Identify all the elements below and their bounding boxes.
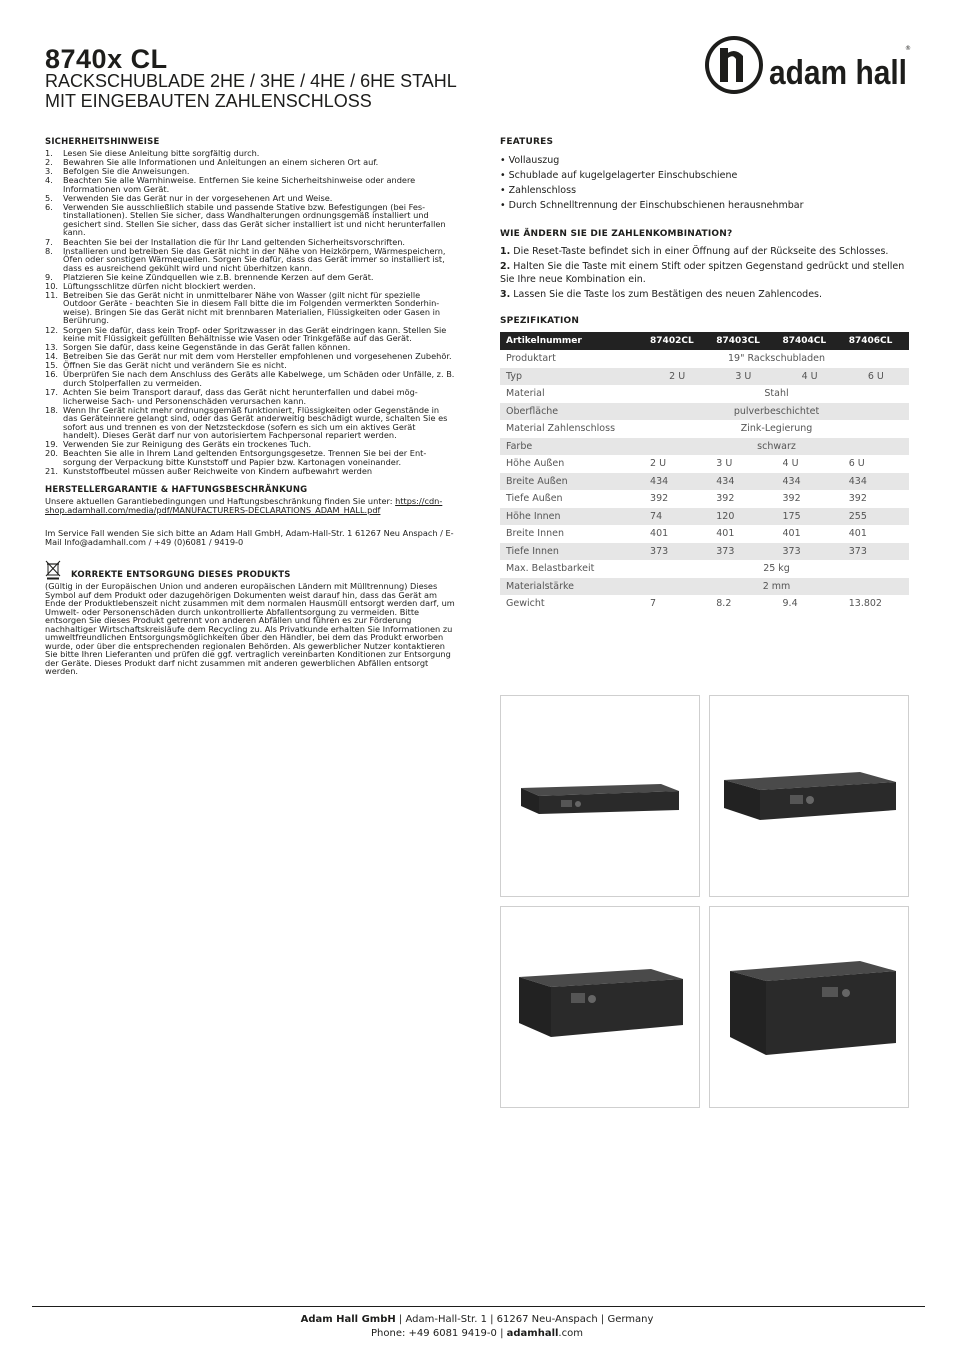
feature-item: • Vollauszug bbox=[500, 155, 560, 166]
spec-row-label: Max. Belastbarkeit bbox=[506, 563, 595, 575]
safety-item-number: 6. bbox=[45, 201, 53, 212]
safety-item-text: Verwenden Sie das Gerät nur in der vorgesehenen Art und Weise. bbox=[63, 192, 333, 203]
safety-item-text: Bewahren Sie alle Informationen und Anleitungen an einem sicheren Ort auf. bbox=[63, 157, 379, 168]
safety-heading: SICHERHEITSHINWEISE bbox=[45, 137, 160, 147]
spec-row-value: 373 bbox=[644, 543, 710, 561]
subtitle-line-1: RACKSCHUBLADE 2HE / 3HE / 4HE / 6HE STAHL bbox=[45, 71, 457, 91]
safety-item bbox=[45, 449, 455, 466]
warranty-text bbox=[45, 497, 455, 514]
safety-item-text: Achten Sie beim Transport darauf, dass das Gerät nicht herunterfallen und dabei mög-licherweise Sach- und Personenschäden verursachen kann. bbox=[63, 387, 418, 406]
spec-row-label: Farbe bbox=[500, 438, 644, 456]
spec-row-value: 401 bbox=[716, 528, 735, 540]
footer-address bbox=[0, 1313, 954, 1327]
safety-item-number: 13. bbox=[45, 342, 59, 353]
feature-item: • Schublade auf kugelgelagerter Einschubschiene bbox=[500, 170, 738, 181]
spec-header-cell: 87402CL bbox=[644, 332, 710, 350]
safety-item-text: Lesen Sie diese Anleitung bitte sorgfältig durch. bbox=[63, 148, 260, 158]
safety-item-number: 16. bbox=[45, 369, 59, 380]
safety-item bbox=[45, 176, 455, 193]
combination-steps bbox=[500, 245, 910, 301]
spec-row-label: Breite Innen bbox=[506, 528, 564, 540]
safety-item bbox=[45, 326, 455, 343]
spec-row-value: 120 bbox=[710, 508, 776, 526]
safety-item-text: Kunststoffbeutel müssen außer Reichweite von Kindern aufbewahrt werden bbox=[63, 465, 373, 476]
footer-web-rest[interactable]: .com bbox=[558, 1328, 583, 1339]
spec-row bbox=[500, 420, 909, 438]
safety-item-text: Befolgen Sie die Anweisungen. bbox=[63, 166, 190, 177]
spec-row-value: 392 bbox=[782, 493, 801, 505]
combination-step-text: Lassen Sie die Taste los zum Bestätigen des neuen Zahlencodes. bbox=[510, 289, 823, 300]
feature-item: • Zahlenschloss bbox=[500, 185, 577, 196]
safety-list bbox=[45, 149, 455, 475]
spec-row bbox=[500, 350, 909, 368]
spec-row-value: Zink-Legierung bbox=[740, 423, 813, 435]
spec-row-value: 373 bbox=[843, 543, 909, 561]
spec-row-value: 74 bbox=[644, 508, 710, 526]
spec-row-value: 7 bbox=[650, 598, 657, 610]
safety-item-number: 12. bbox=[45, 324, 59, 335]
spec-row bbox=[500, 438, 909, 456]
spec-row bbox=[500, 595, 909, 613]
spec-row bbox=[500, 490, 909, 508]
spec-row bbox=[500, 385, 909, 403]
safety-item-number: 7. bbox=[45, 236, 53, 247]
spec-row-value: 434 bbox=[710, 473, 776, 491]
product-photo-6u bbox=[709, 906, 909, 1108]
safety-item-text: Platzieren Sie keine Zündquellen wie z.B. brennende Kerzen auf dem Gerät. bbox=[63, 271, 374, 282]
footer-address-text: | Adam-Hall-Str. 1 | 61267 Neu-Anspach | Germany bbox=[395, 1314, 654, 1325]
spec-row-value: 401 bbox=[782, 528, 801, 540]
spec-row-value: 13.802 bbox=[848, 598, 882, 610]
spec-row-value: 434 bbox=[777, 473, 843, 491]
spec-header-cell: 87406CL bbox=[843, 332, 909, 350]
safety-item-number: 19. bbox=[45, 439, 59, 450]
spec-row-value: 255 bbox=[843, 508, 909, 526]
spec-row-label: Material Zahlenschloss bbox=[506, 423, 616, 435]
safety-item-number: 15. bbox=[45, 360, 59, 371]
safety-item-number: 3. bbox=[45, 166, 53, 177]
safety-item bbox=[45, 238, 455, 247]
spec-row-value: 401 bbox=[848, 528, 867, 540]
combination-step-number: 1. bbox=[500, 246, 511, 257]
spec-row-value: 392 bbox=[848, 493, 867, 505]
product-photo-2u bbox=[500, 695, 700, 897]
spec-header-row bbox=[500, 332, 909, 350]
product-subtitle bbox=[45, 71, 505, 111]
product-title: 8740x CL bbox=[45, 44, 168, 74]
safety-item bbox=[45, 273, 455, 282]
spec-row-value: 2 U bbox=[650, 458, 667, 470]
spec-row-value: pulverbeschichtet bbox=[644, 403, 909, 421]
spec-row-value: 401 bbox=[650, 528, 669, 540]
safety-item bbox=[45, 291, 455, 325]
spec-row bbox=[500, 403, 909, 421]
spec-row-value: 2 mm bbox=[644, 578, 909, 596]
spec-row bbox=[500, 508, 909, 526]
spec-row bbox=[500, 473, 909, 491]
safety-item-text: Verwenden Sie zur Reinigung des Geräts ein trockenes Tuch. bbox=[63, 439, 312, 450]
spec-row-label: Oberfläche bbox=[500, 403, 644, 421]
spec-row-value: 3 U bbox=[716, 458, 733, 470]
spec-row-value: 8.2 bbox=[716, 598, 732, 610]
spec-row-value: 434 bbox=[644, 473, 710, 491]
safety-item-text: Wenn Ihr Gerät nicht mehr ordnungsgemäß funktioniert, Flüssigkeiten oder Gegenstände in das Geräteinnere gelangt sind, oder das Gerät anderweitig beschädigt wurde, schalten Sie es sofort aus und trennen es von der Netzsteckdose (sofern es sich um ein aktives Gerät handelt). Dieses Gerät darf nur von autorisiertem Fachpersonal repariert werden. bbox=[63, 404, 448, 441]
spec-row-label: Breite Außen bbox=[500, 473, 644, 491]
safety-item-number: 2. bbox=[45, 157, 53, 168]
safety-item-number: 10. bbox=[45, 280, 59, 291]
footer-web-bold[interactable]: adamhall bbox=[506, 1328, 559, 1339]
combination-step-text: Die Reset-Taste befindet sich in einer Öffnung auf der Rückseite des Schlosses. bbox=[510, 246, 889, 257]
spec-row-value: schwarz bbox=[644, 438, 909, 456]
footer-phone: Phone: +49 6081 9419-0 | bbox=[371, 1328, 507, 1339]
spec-row-value: 4 U bbox=[777, 368, 843, 386]
safety-item-number: 20. bbox=[45, 448, 59, 459]
safety-item-number: 1. bbox=[45, 148, 53, 158]
svg-text:®: ® bbox=[905, 45, 911, 52]
safety-item bbox=[45, 388, 455, 405]
safety-item-number: 21. bbox=[45, 465, 59, 476]
spec-row-value: 6 U bbox=[848, 458, 865, 470]
spec-row-label: Gewicht bbox=[506, 598, 545, 610]
safety-item-text: Sorgen Sie dafür, dass kein Tropf- oder Spritzwasser in das Gerät eindringen kann. Stellen Sie keine mit Flüssigkeit gefüllten Behältnisse wie Vasen oder Trinkgefäße auf das Gerät. bbox=[63, 324, 447, 344]
combination-step-number: 2. bbox=[500, 261, 511, 272]
spec-row-value: 434 bbox=[843, 473, 909, 491]
safety-item-number: 14. bbox=[45, 351, 59, 362]
spec-row bbox=[500, 543, 909, 561]
combination-heading: WIE ÄNDERN SIE DIE ZAHLENKOMBINATION? bbox=[500, 229, 733, 239]
spec-row-value: 4 U bbox=[782, 458, 799, 470]
spec-row-value: 25 kg bbox=[763, 563, 790, 575]
warranty-link[interactable]: https://cdn-shop.adamhall.com/media/pdf/MANUFACTURERS-DECLARATIONS_ADAM_HALL.pdf bbox=[45, 496, 443, 515]
spec-row-label: Produktart bbox=[506, 353, 556, 365]
disposal-text: (Gültig in der Europäischen Union und anderen europäischen Ländern mit Mülltrennung) Dieses Symbol auf dem Produkt oder dazugehörigen Dokumenten weist darauf hin, dass das Gerät am Ende der Produktlebenszeit nicht zusammen mit dem normalen Hausmüll entsorgt werden darf, um Umwelt- oder Personenschäden durch unkontrollierte Abfallentsorgung zu vermeiden. Bitte entsorgen Sie dieses Produkt getrennt von anderen Abfällen und führen es zur Förderung nachhaltiger Wirtschaftskreisläufe dem Recycling zu. Als Privatkunde erhalten Sie Informationen zu umweltfreundlichen Entsorgungsmöglichkeiten über den Händler, bei dem das Produkt erworben wurde, oder über die entsprechenden regionalen Behörden. Als gewerblicher Nutzer kontaktieren Sie bitte Ihren Lieferanten und prüfen die ggf. vertraglich vereinbarten Konditionen zur Entsorgung der Geräte. Dieses Produkt darf nicht zusammen mit anderen gewerblichen Abfällen entsorgt werden. bbox=[45, 581, 455, 677]
spec-header-cell: 87403CL bbox=[710, 332, 776, 350]
disposal-heading: KORREKTE ENTSORGUNG DIESES PRODUKTS bbox=[71, 570, 291, 581]
safety-item-number: 11. bbox=[45, 289, 59, 300]
safety-item-number: 5. bbox=[45, 192, 53, 203]
features-list bbox=[500, 153, 910, 213]
spec-header-cell: Artikelnummer bbox=[500, 332, 644, 350]
spec-row-value: 2 U bbox=[644, 368, 710, 386]
combination-step bbox=[500, 260, 910, 286]
spec-row-value: 175 bbox=[777, 508, 843, 526]
safety-item bbox=[45, 406, 455, 440]
spec-row-value: 9.4 bbox=[782, 598, 798, 610]
adam-hall-logo bbox=[703, 34, 911, 96]
safety-item-text: Betreiben Sie das Gerät nur mit dem vom Hersteller empfohlenen und vorgesehenen Zubehör. bbox=[63, 351, 452, 362]
spec-row-label: Typ bbox=[500, 368, 644, 386]
combination-step bbox=[500, 245, 910, 258]
safety-item bbox=[45, 247, 455, 273]
spec-row bbox=[500, 578, 909, 596]
left-column bbox=[45, 137, 455, 676]
warranty-heading: HERSTELLERGARANTIE & HAFTUNGSBESCHRÄNKUNG bbox=[45, 485, 308, 496]
spec-row-value: 373 bbox=[710, 543, 776, 561]
safety-item bbox=[45, 370, 455, 387]
footer-divider bbox=[32, 1306, 925, 1307]
spec-row-label: Höhe Innen bbox=[500, 508, 644, 526]
safety-item-text: Überprüfen Sie nach dem Anschluss des Geräts alle Kabelwege, um Schäden oder Unfälle, z. B. durch Stolperfallen zu vermeiden. bbox=[63, 369, 455, 388]
right-column bbox=[500, 137, 910, 613]
spec-heading: SPEZIFIKATION bbox=[500, 316, 580, 326]
product-photo-4u bbox=[500, 906, 700, 1108]
safety-item-text: Beachten Sie bei der Installation die für Ihr Land geltenden Sicherheitsvorschriften. bbox=[63, 236, 406, 247]
safety-item-text: Lüftungsschlitze dürfen nicht blockiert werden. bbox=[63, 280, 256, 291]
spec-row-label: Höhe Außen bbox=[506, 458, 565, 470]
safety-item-number: 8. bbox=[45, 245, 53, 256]
safety-item-text: Verwenden Sie ausschließlich stabile und passende Stative bzw. Befestigungen (bei Fes-tinstallationen). Stellen Sie sicher, dass Wandhalterungen ordnungsgemäß installiert und gesichert sind. Stellen Sie sicher, dass das Gerät sicher installiert ist und nicht herunterfallen kann. bbox=[63, 201, 446, 238]
spec-row bbox=[500, 525, 909, 543]
service-text: Im Service Fall wenden Sie sich bitte an Adam Hall GmbH, Adam-Hall-Str. 1 61267 Neu Anspach / E-Mail Info@adamhall.com / +49 (0)6081 / 9419-0 bbox=[45, 528, 454, 547]
crossed-bin-icon bbox=[45, 560, 61, 580]
spec-row-value: 373 bbox=[777, 543, 843, 561]
spec-row bbox=[500, 560, 909, 578]
subtitle-line-2: MIT EINGEBAUTEN ZAHLENSCHLOSS bbox=[45, 91, 372, 111]
spec-row-label: Tiefe Innen bbox=[500, 543, 644, 561]
spec-table bbox=[500, 332, 909, 613]
safety-item-text: Beachten Sie alle in Ihrem Land geltenden Entsorgungsgesetze. Trennen Sie bei der Ent-sorgung der Verpackung bitte Kunststoff und Papier bzw. Kartonagen voneinander. bbox=[63, 448, 427, 467]
spec-row-value: 392 bbox=[650, 493, 669, 505]
combination-step-number: 3. bbox=[500, 289, 511, 300]
spec-row bbox=[500, 368, 909, 386]
safety-item-text: Betreiben Sie das Gerät nicht in unmittelbarer Nähe von Wasser (gilt nicht für spezielle Outdoor Geräte - beachten Sie in diesem Fall bitte die im Folgenden vermerkten Sonderhin-weise). Bringen Sie das Gerät nicht mit brennbaren Materialien, Flüssigkeiten oder Gasen in Berührung. bbox=[63, 289, 441, 326]
spec-row-label: Materialstärke bbox=[500, 578, 644, 596]
spec-row-value: 19" Rackschubladen bbox=[728, 353, 826, 365]
safety-item-number: 17. bbox=[45, 387, 59, 397]
product-photo-3u bbox=[709, 695, 909, 897]
footer-company: Adam Hall GmbH bbox=[300, 1314, 396, 1325]
spec-row-value: 392 bbox=[716, 493, 735, 505]
feature-item: • Durch Schnelltrennung der Einschubschienen herausnehmbar bbox=[500, 200, 804, 211]
footer-contact bbox=[0, 1327, 954, 1341]
safety-item-number: 18. bbox=[45, 404, 59, 415]
safety-item bbox=[45, 467, 455, 476]
combination-step-text: Halten Sie die Taste mit einem Stift oder spitzen Gegenstand gedrückt und stellen Sie Ihre neue Kombination ein. bbox=[500, 261, 905, 285]
spec-row-value: 3 U bbox=[710, 368, 776, 386]
spec-row bbox=[500, 455, 909, 473]
safety-item bbox=[45, 203, 455, 237]
combination-step bbox=[500, 288, 910, 301]
spec-row-value: 6 U bbox=[843, 368, 909, 386]
spec-row-label: Material bbox=[506, 388, 545, 400]
disposal-header bbox=[45, 560, 455, 580]
safety-item-text: Installieren und betreiben Sie das Gerät nicht in der Nähe von Heizkörpern, Wärmespeichern, Öfen oder sonstigen Wärmequellen. Sorgen Sie dafür, dass das Gerät immer so installiert ist, dass es ausreichend gekühlt wird und nicht überhitzen kann. bbox=[63, 245, 446, 273]
safety-item-text: Sorgen Sie dafür, dass keine Gegenstände in das Gerät fallen können. bbox=[63, 342, 351, 353]
spec-header-cell: 87404CL bbox=[777, 332, 843, 350]
svg-text:adam hall: adam hall bbox=[769, 54, 907, 92]
features-heading: FEATURES bbox=[500, 137, 554, 147]
safety-item-text: Öffnen Sie das Gerät nicht und verändern Sie es nicht. bbox=[63, 360, 287, 371]
spec-row-value: Stahl bbox=[764, 388, 789, 400]
safety-item-number: 9. bbox=[45, 271, 53, 282]
warranty-intro: Unsere aktuellen Garantiebedingungen und Haftungsbeschränkung finden Sie unter: bbox=[45, 496, 396, 507]
safety-item-text: Beachten Sie alle Warnhinweise. Entfernen Sie keine Sicherheitshinweise oder andere Informationen vom Gerät. bbox=[63, 175, 416, 194]
safety-item-number: 4. bbox=[45, 175, 53, 186]
spec-row-label: Tiefe Außen bbox=[506, 493, 563, 505]
